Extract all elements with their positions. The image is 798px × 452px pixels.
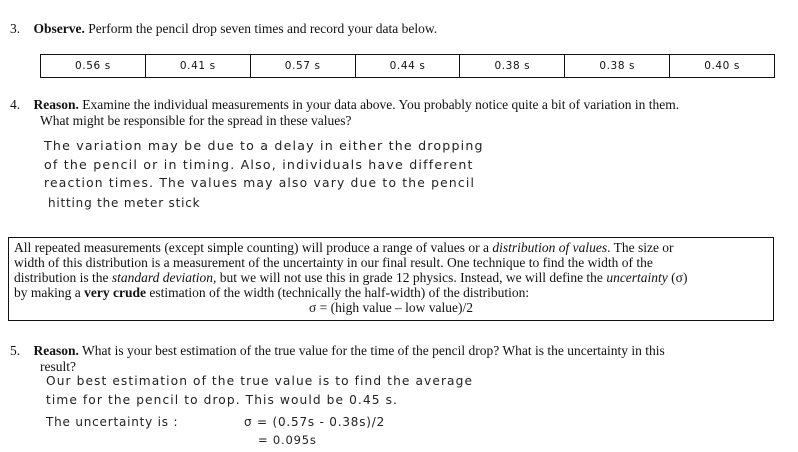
answer-5-line: Our best estimation of the true value is to find the average bbox=[46, 374, 474, 388]
question-3-number: 3. bbox=[10, 21, 21, 36]
question-4-heading: Reason. bbox=[33, 97, 79, 112]
question-5-line1: What is your best estimation of the true value for the time of the pencil drop? What is the uncertainty in this bbox=[78, 343, 665, 358]
uncertainty-formula: σ = (high value – low value)/2 bbox=[308, 300, 474, 315]
answer-4-line: The variation may be due to a delay in either the dropping bbox=[44, 138, 484, 153]
info-text-bold: very crude bbox=[84, 285, 146, 300]
info-text: by making a bbox=[14, 285, 85, 300]
question-4 bbox=[10, 97, 679, 113]
info-text: (σ) bbox=[667, 270, 688, 285]
question-4-line2: What might be responsible for the spread in these values? bbox=[40, 113, 352, 128]
info-text: but we will not use this in grade 12 physics. Instead, we will define the bbox=[216, 270, 607, 285]
info-text: estimation of the width (technically the half-width) of the distribution: bbox=[145, 285, 530, 300]
question-3-text: Perform the pencil drop seven times and record your data below. bbox=[84, 21, 438, 36]
answer-4-line: hitting the meter stick bbox=[48, 196, 201, 210]
question-5-line2: result? bbox=[40, 359, 76, 374]
answer-5-line: time for the pencil to drop. This would be 0.45 s. bbox=[46, 393, 399, 407]
answer-4-line: of the pencil or in timing. Also, individuals have different bbox=[44, 157, 474, 172]
question-4-line1: Examine the individual measurements in your data above. You probably notice quite a bit of variation in them. bbox=[78, 97, 680, 112]
info-text: width of this distribution is a measurement of the uncertainty in our final result. One technique to find the width of the bbox=[14, 255, 653, 270]
question-4-number: 4. bbox=[10, 97, 21, 112]
info-text: distribution is the bbox=[14, 270, 112, 285]
measurement-cell: 0.40 s bbox=[704, 60, 740, 72]
measurement-cell: 0.56 s bbox=[41, 55, 146, 77]
measurement-cell: 0.44 s bbox=[356, 55, 461, 77]
measurement-cell: 0.41 s bbox=[146, 55, 251, 77]
info-text-italic: distribution of values bbox=[492, 240, 608, 255]
info-text-italic: standard deviation, bbox=[111, 270, 217, 285]
answer-5-line: The uncertainty is : bbox=[46, 415, 179, 429]
question-5 bbox=[10, 343, 665, 359]
uncertainty-info-box bbox=[8, 237, 774, 321]
answer-4-line: reaction times. The values may also vary due to the pencil bbox=[44, 176, 476, 190]
info-text: . The size or bbox=[607, 240, 674, 255]
measurement-cell: 0.38 s bbox=[565, 55, 670, 77]
answer-5-formula: σ = (0.57s - 0.38s)/2 bbox=[244, 415, 386, 429]
answer-5-result: = 0.095s bbox=[258, 433, 317, 447]
measurement-cell: 0.38 s bbox=[460, 55, 565, 77]
info-text: All repeated measurements (except simple counting) will produce a range of values or a bbox=[14, 240, 493, 255]
question-5-heading: Reason. bbox=[33, 343, 79, 358]
question-3-heading: Observe. bbox=[33, 21, 85, 36]
question-3 bbox=[10, 21, 437, 37]
question-5-number: 5. bbox=[10, 343, 21, 358]
measurement-cell: 0.57 s bbox=[251, 55, 356, 77]
info-text-italic: uncertainty bbox=[606, 270, 668, 285]
measurement-table bbox=[40, 54, 775, 78]
